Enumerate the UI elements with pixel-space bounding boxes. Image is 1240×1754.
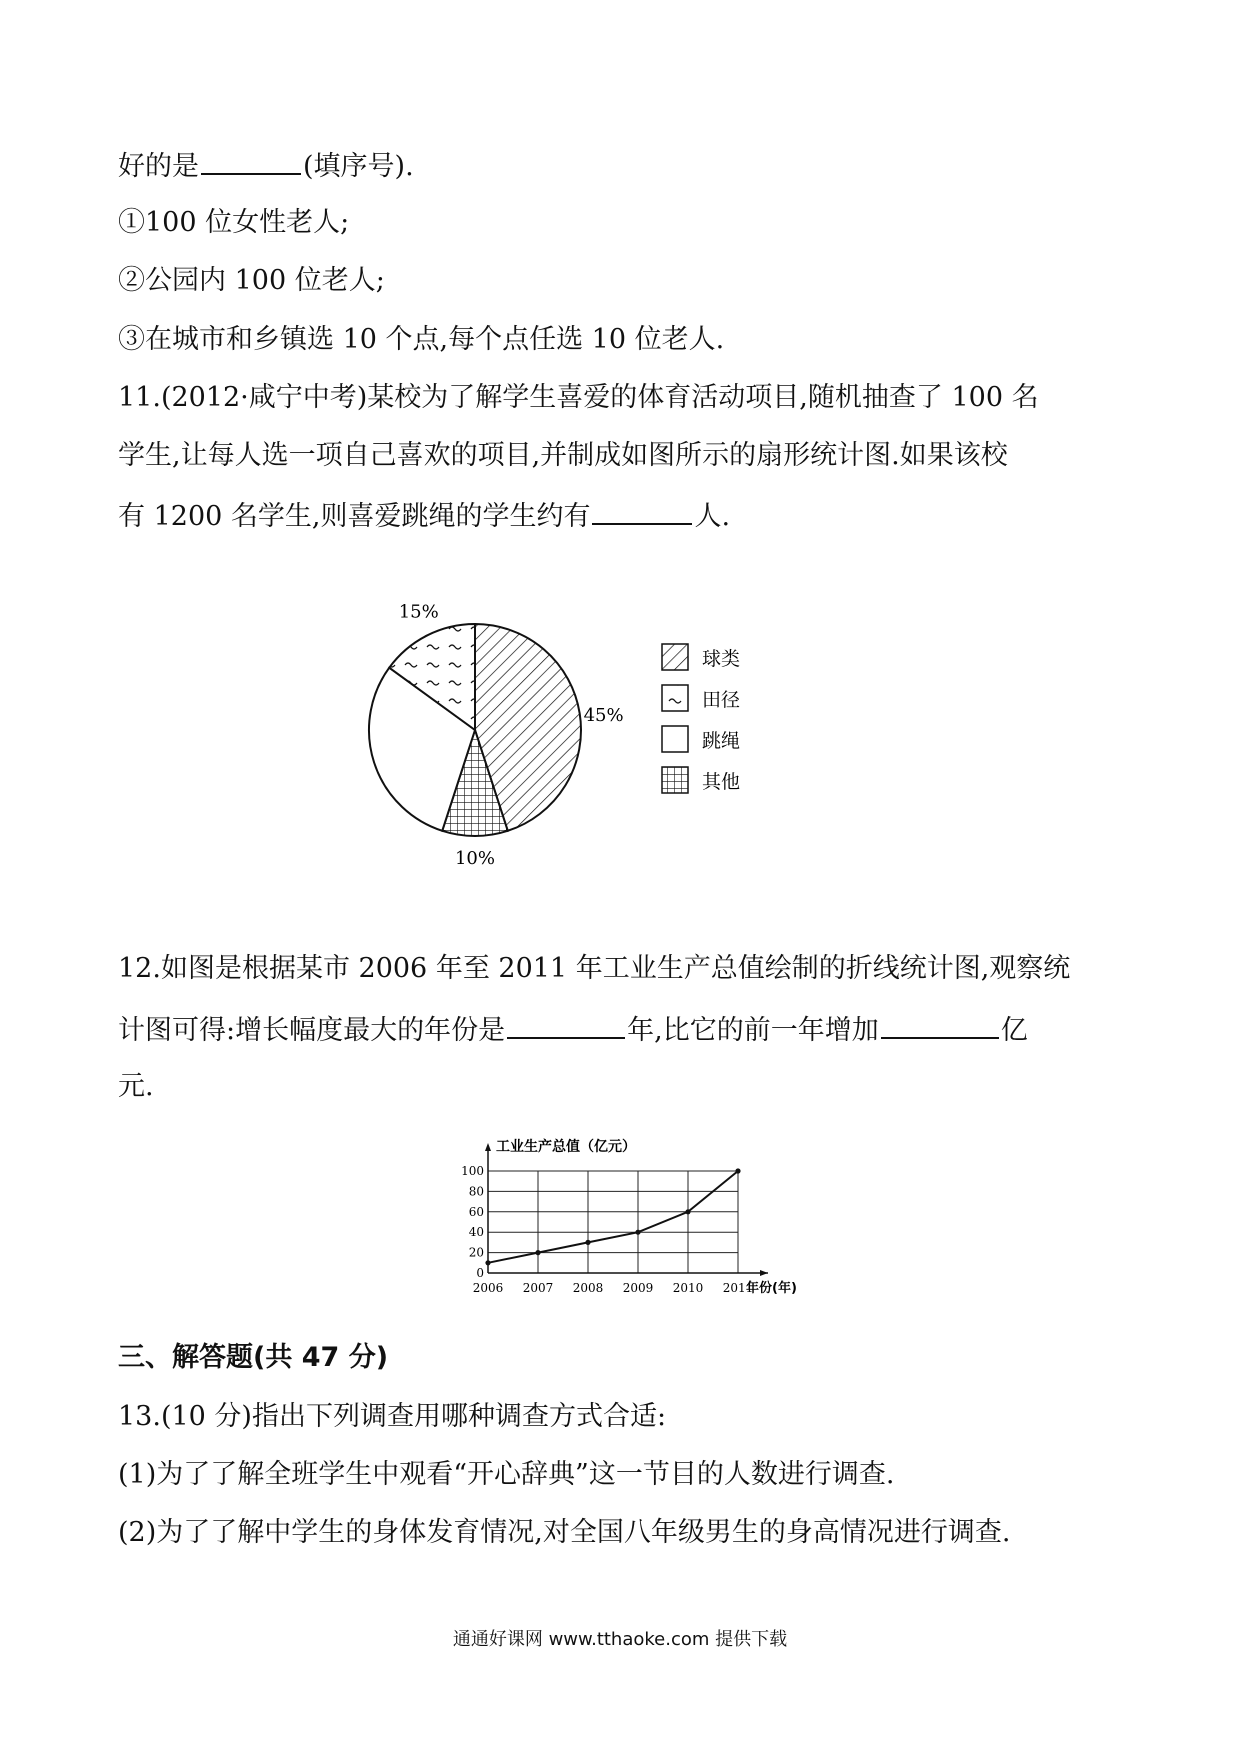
y-axis-title: 工业生产总值（亿元）: [496, 1139, 636, 1155]
ytick-4: 80: [468, 1184, 484, 1199]
q10-option-3: ③在城市和乡镇选 10 个点,每个点任选 10 位老人.: [118, 324, 725, 355]
xtick-0: 2006: [472, 1281, 504, 1295]
q11-line1: 11.(2012·咸宁中考)某校为了解学生喜爱的体育活动项目,随机抽查了 100 名: [118, 382, 1039, 413]
ytick-5: 100: [461, 1164, 484, 1178]
q10-answer-blank: [201, 147, 301, 175]
pie-chart: [380, 601, 880, 910]
page-footer: 通通好课网 www.tthaoke.com 提供下载: [452, 1629, 788, 1650]
q12-amount-blank: [881, 1011, 999, 1039]
data-point-0: [485, 1260, 490, 1265]
x-axis-title: 年份(年): [746, 1281, 797, 1296]
data-point-2: [585, 1240, 590, 1245]
data-point-3: [635, 1230, 640, 1235]
y-axis-arrow: [485, 1143, 491, 1151]
ytick-0: 0: [476, 1266, 484, 1280]
q12-line2: [118, 1011, 1028, 1048]
q11-line3-prefix: 有 1200 名学生,则喜爱跳绳的学生约有: [118, 501, 591, 532]
legend-swatch-4: [662, 767, 688, 793]
line-chart-series: [485, 1168, 740, 1265]
q10-line1: [118, 147, 414, 184]
x-axis-arrow: [760, 1270, 768, 1276]
q11-answer-blank: [592, 497, 692, 525]
pie-slices: [369, 624, 581, 836]
xtick-4: 2010: [672, 1281, 704, 1295]
data-point-4: [685, 1209, 690, 1214]
line-chart-grid: [488, 1171, 738, 1273]
legend-label-2: 田径: [702, 689, 741, 711]
data-point-5: [735, 1168, 740, 1173]
q12-line2-prefix: 计图可得:增长幅度最大的年份是: [118, 1015, 506, 1046]
legend-swatch-2: [662, 685, 688, 711]
q11-line3-suffix: 人.: [694, 501, 731, 532]
ytick-3: 60: [468, 1204, 484, 1219]
q10-line1-prefix: 好的是: [118, 151, 199, 182]
legend-label-3: 跳绳: [702, 730, 741, 752]
line-chart-axes: [485, 1143, 768, 1276]
q12-year-blank: [507, 1011, 625, 1039]
legend-swatch-3: [662, 726, 688, 752]
q12-line1: 12.如图是根据某市 2006 年至 2011 年工业生产总值绘制的折线统计图,观察统: [118, 953, 1071, 984]
q11-line3: [118, 497, 730, 534]
q12-line2-suffix: 亿: [1000, 1015, 1028, 1046]
legend-label-1: 球类: [702, 648, 741, 670]
q13-line1: 13.(10 分)指出下列调查用哪种调查方式合适:: [118, 1401, 667, 1432]
ytick-1: 20: [468, 1245, 484, 1260]
xtick-2: 2008: [572, 1281, 604, 1295]
pie-label-1: 45%: [583, 704, 624, 726]
q10-line1-suffix: (填序号).: [303, 151, 414, 182]
data-point-1: [535, 1250, 540, 1255]
section-heading: 三、解答题(共 47 分): [118, 1342, 389, 1373]
q10-option-1: ①100 位女性老人;: [118, 207, 350, 238]
q10-option-2: ②公园内 100 位老人;: [118, 265, 385, 296]
legend-swatch-1: [662, 644, 688, 670]
pie-label-2: 15%: [398, 601, 439, 623]
q13-item1: (1)为了了解全班学生中观看“开心辞典”这一节目的人数进行调查.: [118, 1459, 895, 1490]
xtick-3: 2009: [622, 1281, 654, 1295]
line-chart: [440, 1125, 820, 1310]
q12-line2-middle: 年,比它的前一年增加: [627, 1015, 879, 1046]
pie-label-4: 10%: [454, 848, 496, 869]
legend-label-4: 其他: [702, 771, 741, 793]
ytick-2: 40: [468, 1225, 484, 1240]
series-line: [488, 1171, 738, 1263]
q11-line2: 学生,让每人选一项自己喜欢的项目,并制成如图所示的扇形统计图.如果该校: [118, 440, 1008, 471]
q12-line3: 元.: [118, 1071, 154, 1102]
xtick-1: 2007: [522, 1281, 554, 1295]
pie-legend: [662, 644, 740, 793]
q13-item2: (2)为了了解中学生的身体发育情况,对全国八年级男生的身高情况进行调查.: [118, 1517, 1011, 1548]
xtick-5: 2011: [722, 1281, 754, 1295]
